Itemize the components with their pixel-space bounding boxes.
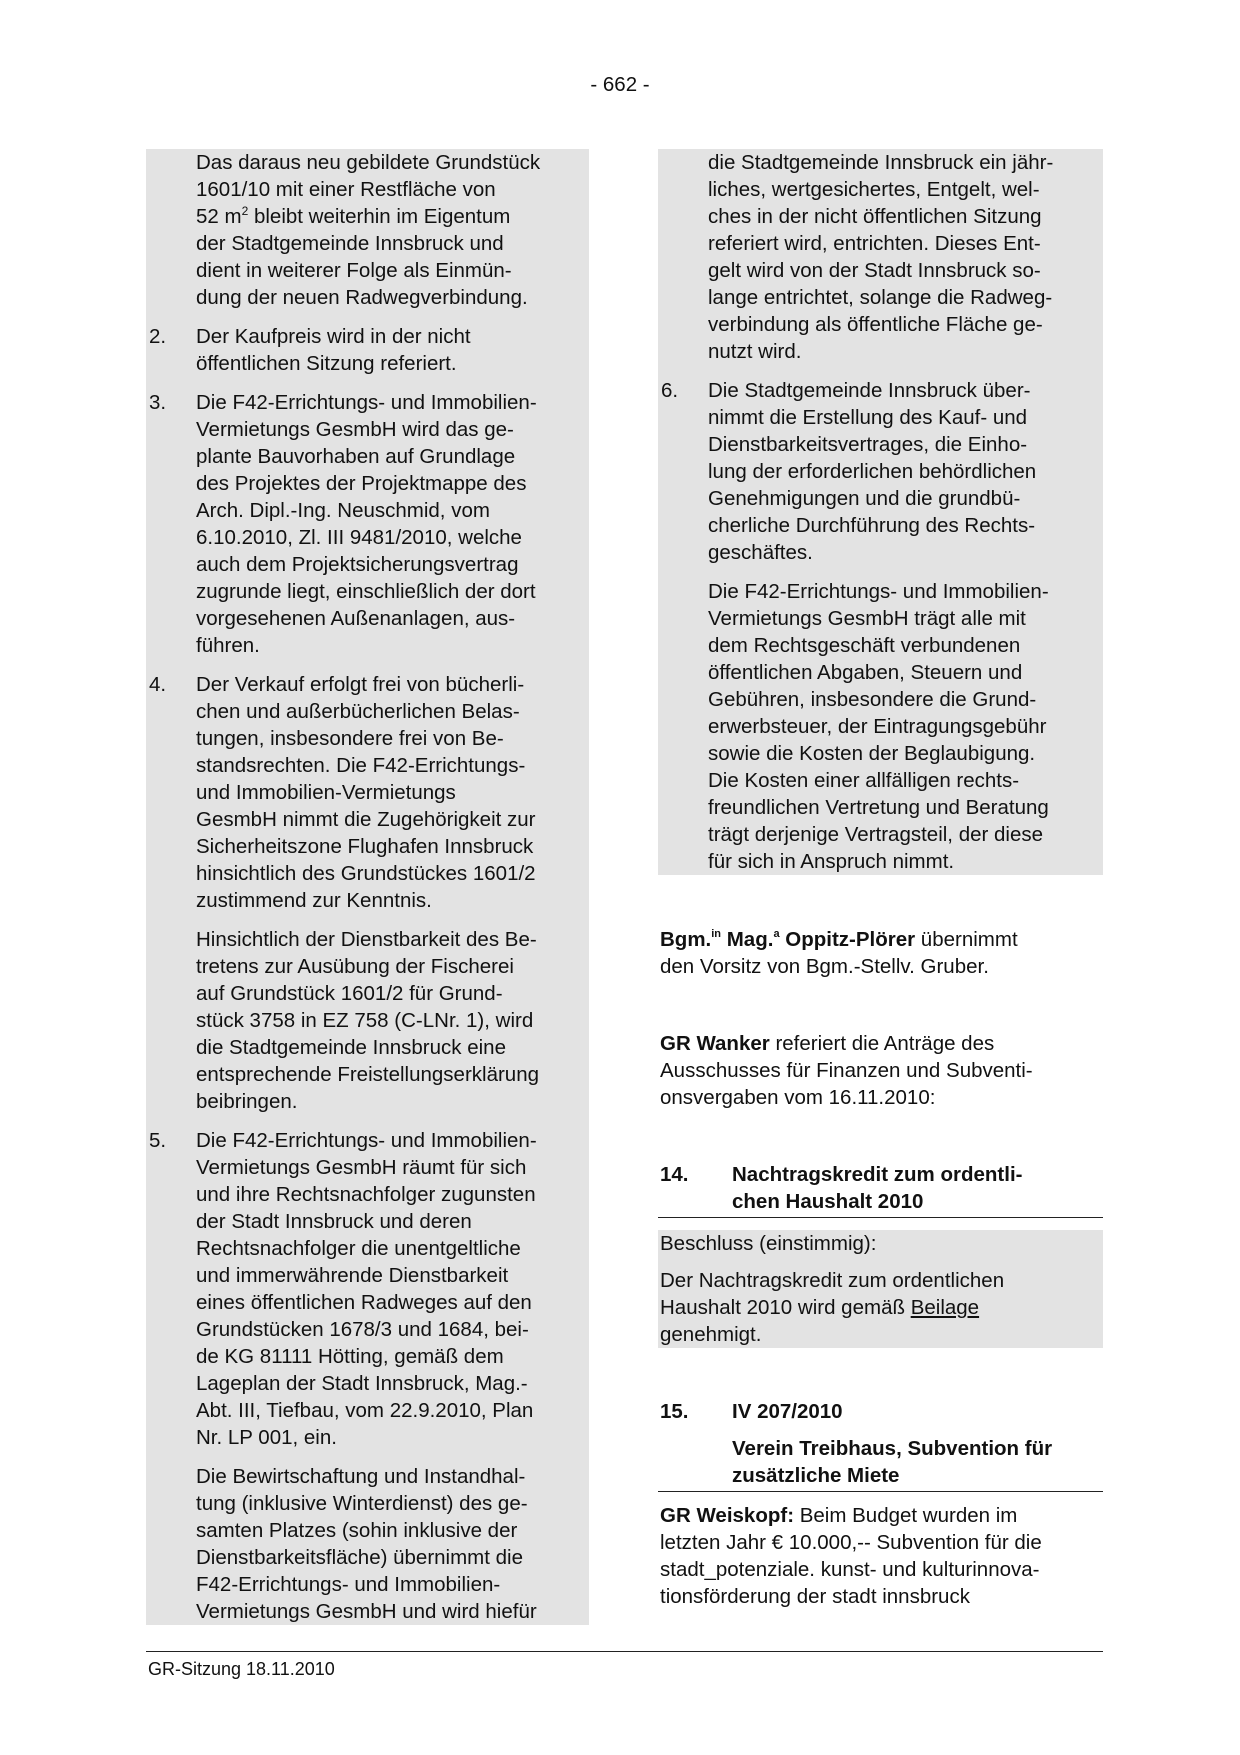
line: entsprechende Freistellungserklärung (196, 1063, 540, 1086)
line: 6.10.2010, Zl. III 9481/2010, welche (196, 526, 522, 549)
line: auf Grundstück 1601/2 für Grund- (196, 982, 503, 1005)
line: den Vorsitz von Bgm.-Stellv. Gruber. (660, 955, 989, 978)
line: 1601/10 mit einer Restfläche von (196, 178, 496, 201)
item-number: 4. (149, 673, 167, 696)
line: Sicherheitszone Flughafen Innsbruck (196, 835, 534, 858)
line: nimmt die Erstellung des Kauf- und (708, 406, 1028, 429)
line: stück 3758 in EZ 758 (C-LNr. 1), wird (196, 1009, 534, 1032)
line: und immerwährende Dienstbarkeit (196, 1264, 509, 1287)
numbered-paragraph (146, 323, 589, 377)
beilage-link[interactable]: Beilage (910, 1296, 980, 1319)
line: öffentlichen Abgaben, Steuern und (708, 661, 1023, 684)
line: tionsförderung der stadt innsbruck (660, 1585, 970, 1608)
line: Der Verkauf erfolgt frei von bücherli- (196, 673, 525, 696)
line: onsvergaben vom 16.11.2010: (660, 1086, 936, 1109)
line: plante Bauvorhaben auf Grundlage (196, 445, 516, 468)
line: Vermietungs GesmbH und wird hiefür (196, 1600, 537, 1623)
line: Gebühren, insbesondere die Grund- (708, 688, 1037, 711)
line: Verein Treibhaus, Subvention für (732, 1437, 1053, 1460)
line: Die F42-Errichtungs- und Immobilien- (196, 1129, 537, 1152)
chair-paragraph (658, 926, 1103, 980)
line: nutzt wird. (708, 340, 802, 363)
line: führen. (196, 634, 260, 657)
line: zustimmend zur Kenntnis. (196, 889, 432, 912)
line: Dienstbarkeitsfläche) übernimmt die (196, 1546, 523, 1569)
line: samten Platzes (sohin inklusive der (196, 1519, 518, 1542)
line: trägt derjenige Vertragsteil, der diese (708, 823, 1044, 846)
line: der Stadt Innsbruck und deren (196, 1210, 472, 1233)
line: de KG 81111 Hötting, gemäß dem (196, 1345, 504, 1368)
numbered-paragraph (146, 389, 589, 659)
line: Abt. III, Tiefbau, vom 22.9.2010, Plan (196, 1399, 534, 1422)
section-15-code: 15. IV 207/2010 (660, 1400, 843, 1423)
line: Bgm.$^{in}$ Mag.$^a$ Oppitz-Plörer übernimmt (660, 928, 1018, 951)
section-15-body (658, 1502, 1103, 1610)
line: GR Weiskopf: Beim Budget wurden im (660, 1504, 1018, 1527)
line: tungen, insbesondere frei von Be- (196, 727, 504, 750)
line: cherliche Durchführung des Rechts- (708, 514, 1036, 537)
line: dient in weiterer Folge als Einmün- (196, 259, 512, 282)
line: Dienstbarkeitsvertrages, die Einho- (708, 433, 1028, 456)
line: Der Nachtragskredit zum ordentlichen (660, 1269, 1005, 1292)
line: die Stadtgemeinde Innsbruck eine (196, 1036, 506, 1059)
line: Vermietungs GesmbH wird das ge- (196, 418, 514, 441)
line: für sich in Anspruch nimmt. (708, 850, 955, 873)
footer-text: GR-Sitzung 18.11.2010 (148, 1659, 335, 1679)
line: Rechtsnachfolger die unentgeltliche (196, 1237, 521, 1260)
line: vorgesehenen Außenanlagen, aus- (196, 607, 516, 630)
line: auch dem Projektsicherungsvertrag (196, 553, 519, 576)
section-number: 14. (660, 1163, 689, 1186)
line: Nachtragskredit zum ordentli- (732, 1163, 1023, 1186)
item-number: 2. (149, 325, 167, 348)
line: Die Bewirtschaftung und Instandhal- (196, 1465, 526, 1488)
line: genehmigt. (660, 1323, 762, 1346)
line: stadt_potenziale. kunst- und kulturinnova- (660, 1558, 1040, 1581)
line: referiert wird, entrichten. Dieses Ent- (708, 232, 1041, 255)
numbered-paragraph (146, 1127, 589, 1451)
numbered-paragraph (658, 578, 1103, 875)
numbered-paragraph (146, 1463, 589, 1625)
line: lung der erforderlichen behördlichen (708, 460, 1037, 483)
line: zusätzliche Miete (732, 1464, 900, 1487)
line: öffentlichen Sitzung referiert. (196, 352, 457, 375)
line: zugrunde liegt, einschließlich der dort (196, 580, 536, 603)
line: Ausschusses für Finanzen und Subventi- (660, 1059, 1033, 1082)
numbered-paragraph (658, 377, 1103, 566)
line: 52 $m^2$ bleibt weiterhin im Eigentum (196, 204, 511, 228)
line: Arch. Dipl.-Ing. Neuschmid, vom (196, 499, 490, 522)
line: Genehmigungen und die grundbü- (708, 487, 1021, 510)
line: chen und außerbücherlichen Belas- (196, 700, 520, 723)
page-number: - 662 - (590, 73, 650, 96)
line: Die Stadtgemeinde Innsbruck über- (708, 379, 1031, 402)
right-column (658, 149, 1103, 1610)
line: Grundstücken 1678/3 und 1684, bei- (196, 1318, 529, 1341)
superscript: 2 (241, 204, 249, 218)
numbered-paragraph (146, 671, 589, 914)
line: der Stadtgemeinde Innsbruck und (196, 232, 504, 255)
section-number: 15. (660, 1400, 689, 1423)
line: chen Haushalt 2010 (732, 1190, 924, 1213)
line: gelt wird von der Stadt Innsbruck so- (708, 259, 1041, 282)
line: und ihre Rechtsnachfolger zugunsten (196, 1183, 536, 1206)
report-paragraph (658, 1030, 1103, 1111)
line: hinsichtlich des Grundstückes 1601/2 (196, 862, 536, 885)
section-14-decision (658, 1230, 1103, 1348)
line: GR Wanker referiert die Anträge des (660, 1032, 995, 1055)
line: liches, wertgesichertes, Entgelt, wel- (708, 178, 1040, 201)
line: lange entrichtet, solange die Radweg- (708, 286, 1053, 309)
line: Haushalt 2010 wird gemäß Beilage (660, 1296, 980, 1319)
line: dung der neuen Radwegverbindung. (196, 286, 528, 309)
numbered-paragraph (146, 926, 589, 1115)
line: freundlichen Vertretung und Beratung (708, 796, 1049, 819)
section-14-heading (658, 1161, 1103, 1218)
line: ches in der nicht öffentlichen Sitzung (708, 205, 1042, 228)
line: und Immobilien-Vermietungs (196, 781, 456, 804)
line: die Stadtgemeinde Innsbruck ein jähr- (708, 151, 1054, 174)
line: GesmbH nimmt die Zugehörigkeit zur (196, 808, 536, 831)
line: erwerbsteuer, der Eintragungsgebühr (708, 715, 1047, 738)
section-15-heading (658, 1435, 1103, 1492)
line: Lageplan der Stadt Innsbruck, Mag.- (196, 1372, 528, 1395)
line: standsrechten. Die F42-Errichtungs- (196, 754, 526, 777)
right-shaded-block (658, 149, 1103, 875)
line: Nr. LP 001, ein. (196, 1426, 337, 1449)
line: des Projektes der Projektmappe des (196, 472, 527, 495)
item-number: 3. (149, 391, 167, 414)
item-number: 5. (149, 1129, 167, 1152)
line: letzten Jahr € 10.000,-- Subvention für die (660, 1531, 1042, 1554)
line: Die F42-Errichtungs- und Immobilien- (196, 391, 537, 414)
numbered-paragraph (658, 149, 1103, 365)
line: eines öffentlichen Radweges auf den (196, 1291, 532, 1314)
left-column (146, 149, 589, 1625)
decision-label: Beschluss (einstimmig): (660, 1232, 877, 1255)
line: F42-Errichtungs- und Immobilien- (196, 1573, 501, 1596)
line: dem Rechtsgeschäft verbundenen (708, 634, 1021, 657)
line: tretens zur Ausübung der Fischerei (196, 955, 514, 978)
line: Vermietungs GesmbH trägt alle mit (708, 607, 1026, 630)
line: beibringen. (196, 1090, 298, 1113)
line: geschäftes. (708, 541, 813, 564)
line: tung (inklusive Winterdienst) des ge- (196, 1492, 528, 1515)
line: verbindung als öffentliche Fläche ge- (708, 313, 1043, 336)
line: Die F42-Errichtungs- und Immobilien- (708, 580, 1049, 603)
line: Die Kosten einer allfälligen rechts- (708, 769, 1020, 792)
line: sowie die Kosten der Beglaubigung. (708, 742, 1036, 765)
paragraph-1 (146, 149, 589, 311)
item-number: 6. (661, 379, 679, 402)
footer-divider (146, 1651, 1103, 1652)
line: Das daraus neu gebildete Grundstück (196, 151, 541, 174)
line: Vermietungs GesmbH räumt für sich (196, 1156, 527, 1179)
line: Der Kaufpreis wird in der nicht (196, 325, 471, 348)
line: Hinsichtlich der Dienstbarkeit des Be- (196, 928, 537, 951)
